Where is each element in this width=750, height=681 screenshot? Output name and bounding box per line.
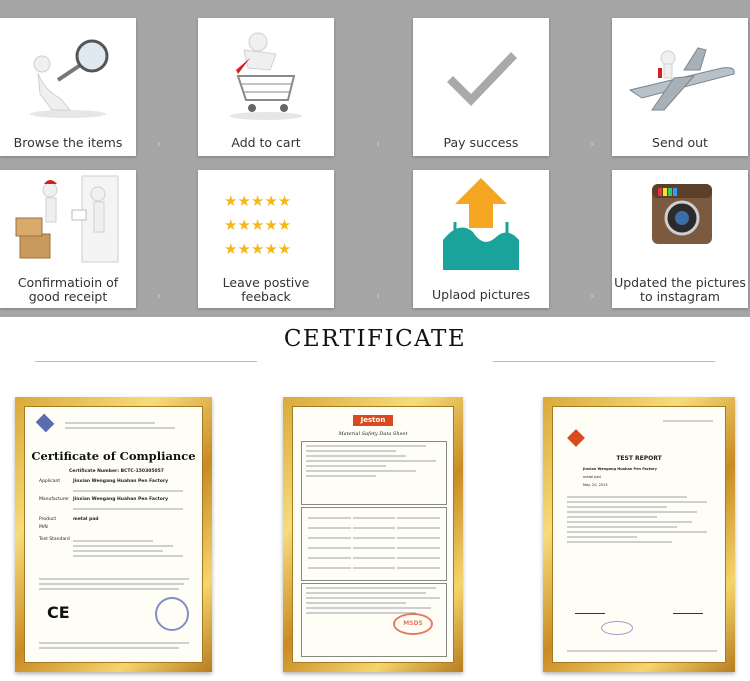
header-lines (65, 419, 195, 432)
header-line (663, 417, 713, 425)
manufacturer-value: Jinxian Wengang Huahan Pen Factory (73, 497, 169, 502)
svg-text:★★★★★: ★★★★★ (224, 216, 292, 234)
certificate-compliance (24, 406, 203, 663)
step-label-line2: feeback (241, 289, 291, 304)
magnifier-figure-icon (0, 18, 136, 128)
report-title: TEST REPORT (616, 455, 662, 462)
report-lines (567, 493, 717, 546)
step-label (198, 276, 334, 304)
brand-logo: Jeston (353, 415, 393, 426)
step-label-line1: Updated the pictures (614, 275, 746, 290)
arrow-icon: › (157, 139, 161, 150)
test-standard-lines (73, 537, 193, 560)
step-pay-success (413, 18, 549, 156)
report-received: May. 20, 2015 (583, 483, 608, 487)
identification-box (301, 441, 447, 505)
step-label: Send out (652, 135, 708, 150)
svg-text:★★★★★: ★★★★★ (224, 192, 292, 210)
logo-icon (567, 429, 585, 447)
certificate-report-frame (543, 397, 735, 672)
stamp-icon (155, 597, 189, 631)
ce-mark-icon: CE (47, 603, 70, 622)
msds-stamp: MSDS (393, 613, 433, 635)
signature-1 (575, 603, 605, 614)
arrow-icon: › (590, 291, 594, 302)
step-upload-pictures (413, 170, 549, 308)
airplane-icon (612, 18, 748, 128)
footer-line (567, 647, 717, 655)
arrow-icon: › (376, 139, 380, 150)
checkmark-icon (413, 18, 549, 128)
shopping-cart-figure-icon (198, 18, 334, 128)
svg-text:★★★★★: ★★★★★ (224, 240, 292, 258)
certificate-title: Certificate of Compliance (31, 449, 196, 463)
arrow-icon: › (376, 291, 380, 302)
step-send-out (612, 18, 748, 156)
section-title: CERTIFICATE (283, 326, 467, 352)
footer-lines (39, 639, 189, 652)
applicant-value: Jinxian Wengang Huahan Pen Factory (73, 479, 169, 484)
step-label (612, 276, 748, 304)
product-label: Product (39, 517, 57, 522)
step-add-to-cart (198, 18, 334, 156)
body-lines (39, 575, 189, 593)
delivery-figure-icon (0, 170, 136, 280)
step-label-line1: Confirmatioin of (17, 275, 119, 290)
msds-title: Material Safety Data Sheet (338, 431, 408, 437)
certificate-msds-frame (283, 397, 463, 672)
report-product: metal pad (583, 475, 601, 479)
step-label: Uplaod pictures (432, 287, 530, 302)
applicant-label: Applicant (39, 479, 61, 484)
certificate-report (552, 406, 726, 663)
order-steps-panel (0, 0, 750, 317)
step-label-line2: good receipt (28, 289, 108, 304)
step-label (0, 276, 136, 304)
stamp-icon (601, 621, 633, 635)
step-instagram (612, 170, 748, 308)
step-label-line1: Leave postive (222, 275, 310, 290)
signature-2 (673, 603, 703, 614)
composition-table (301, 507, 447, 581)
step-browse-items (0, 18, 136, 156)
step-confirm-receipt (0, 170, 136, 308)
report-applicant: Jinxian Wengang Huahan Pen Factory (583, 467, 657, 471)
step-label: Pay success (443, 135, 519, 150)
applicant-address (73, 487, 193, 495)
instagram-icon (612, 170, 748, 280)
certificate-compliance-frame (15, 397, 212, 672)
step-label: Add to cart (231, 135, 301, 150)
product-value: metal pad (73, 517, 99, 522)
divider-right (493, 361, 715, 362)
step-leave-feedback (198, 170, 334, 308)
step-label-line2: to instagram (640, 289, 720, 304)
arrow-icon: › (590, 139, 594, 150)
logo-icon (36, 414, 55, 433)
arrow-icon: › (157, 291, 161, 302)
divider-left (35, 361, 257, 362)
upload-icon (413, 170, 549, 280)
model-label: M/N (39, 525, 48, 530)
test-standard-label: Test Standard (39, 537, 70, 542)
step-label: Browse the items (13, 135, 123, 150)
certificate-number: Certificate Number: BCTC-150305057 (69, 469, 164, 474)
certificate-msds (292, 406, 454, 663)
stars-icon (198, 170, 334, 280)
manufacturer-label: Manufacturer (39, 497, 70, 502)
manufacturer-address (73, 505, 193, 513)
